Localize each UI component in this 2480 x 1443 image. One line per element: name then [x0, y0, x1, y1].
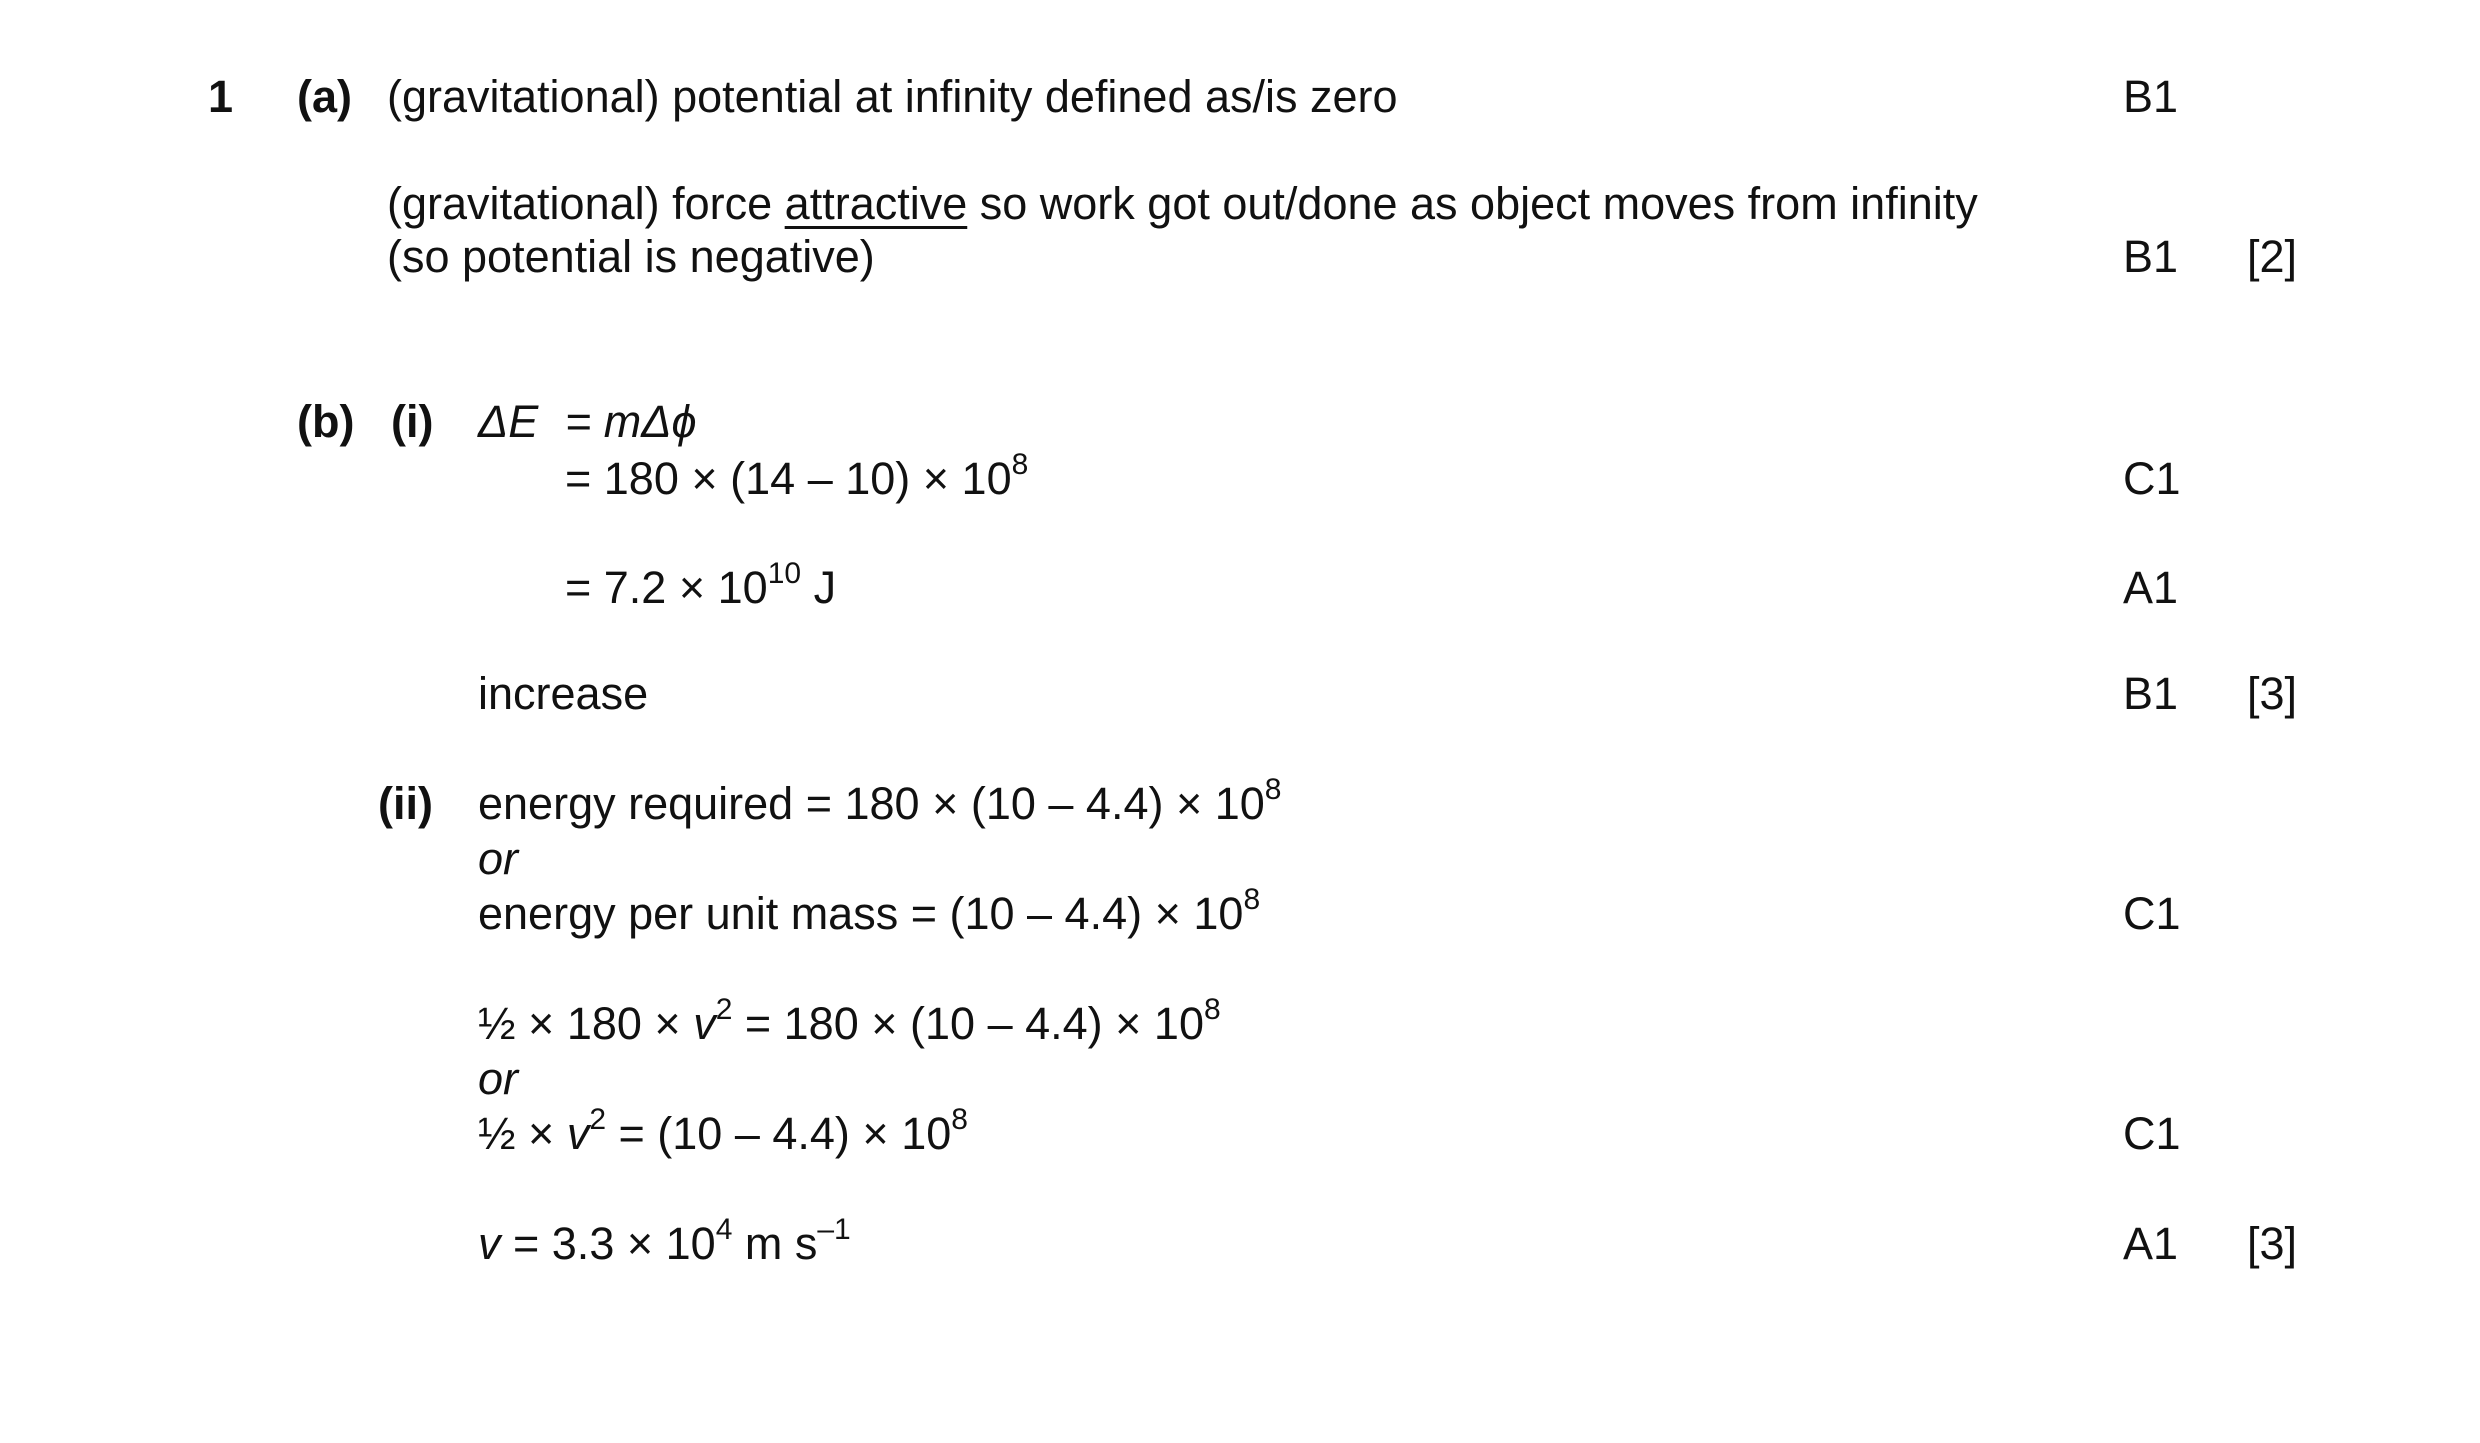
mark-answer: B1	[2123, 668, 2179, 719]
ii-line5: $v = 3.3 \times 10^4$ m $s^{-1}$	[478, 1213, 851, 1269]
part-a-line1: (gravitational) potential at infinity defined as/is zero	[387, 71, 1398, 122]
mark-ii-l5: A1	[2123, 1218, 2179, 1269]
total-b-i: [3]	[2247, 668, 2298, 719]
mark-ii-l4: C1	[2123, 1108, 2181, 1159]
part-a-line2	[387, 178, 1978, 229]
eq1-rhs: = mΔϕ	[565, 396, 697, 447]
total-a: [2]	[2247, 231, 2298, 282]
ii-line2: energy per unit mass = $(10 - 4.4) \times 10^8$	[478, 883, 1261, 939]
eq2: = $180 \times (14 - 10) \times 10^8$	[565, 448, 1029, 504]
sub-i-label: (i)	[391, 396, 434, 447]
ii-line1: energy required = $180 \times (10 - 4.4) \times 10^8$	[478, 773, 1282, 829]
mark-ii-l2: C1	[2123, 888, 2181, 939]
question-number: 1	[208, 71, 234, 122]
eq1-lhs: ΔE	[478, 396, 539, 447]
ii-line3: ½ × $180 \times v^2 = 180 \times (10 - 4.4) \times 10^8$	[478, 993, 1221, 1049]
eq3: = $7.2 \times 10^{10}$ J	[565, 557, 837, 613]
mark-eq2: C1	[2123, 453, 2181, 504]
part-a-label: (a)	[297, 71, 352, 122]
or-1: or	[478, 833, 519, 884]
part-a-line2-post: so work got out/done as object moves from infinity	[967, 178, 1978, 229]
part-b-label: (b)	[297, 396, 355, 447]
answer-increase: increase	[478, 668, 649, 719]
sub-ii-label: (ii)	[378, 778, 433, 829]
part-a-line2-pre: (gravitational) force	[387, 178, 785, 229]
total-b-ii: [3]	[2247, 1218, 2298, 1269]
ii-line4: ½ × $v^2 = (10 - 4.4) \times 10^8$	[478, 1103, 968, 1159]
or-2: or	[478, 1053, 519, 1104]
mark-eq3: A1	[2123, 562, 2179, 613]
mark-a1: B1	[2123, 71, 2179, 122]
attractive-word: attractive	[784, 178, 968, 229]
mark-a2: B1	[2123, 231, 2179, 282]
part-a-line3: (so potential is negative)	[387, 231, 875, 282]
